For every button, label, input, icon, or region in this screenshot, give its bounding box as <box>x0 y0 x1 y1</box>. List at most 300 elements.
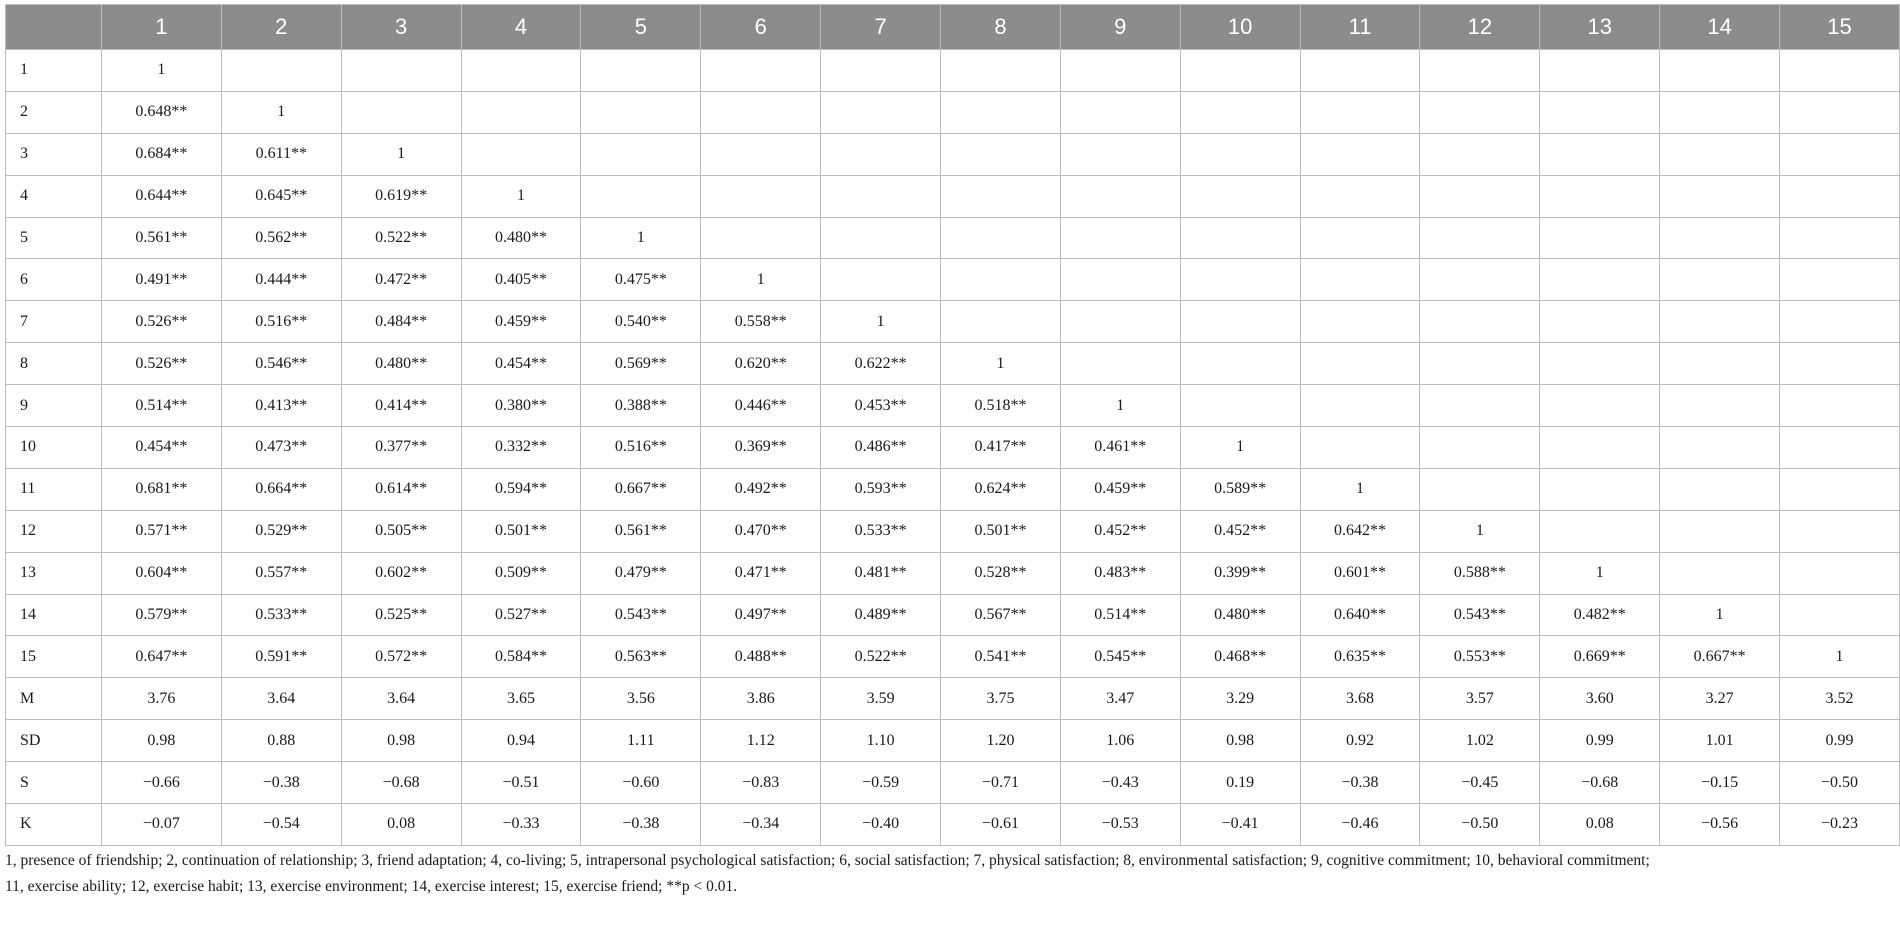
table-cell: 0.622** <box>821 343 941 385</box>
table-cell: −0.46 <box>1300 804 1420 846</box>
table-cell: 0.479** <box>581 552 701 594</box>
table-cell <box>1180 385 1300 427</box>
table-row <box>6 468 1900 510</box>
table-cell: 0.648** <box>102 91 222 133</box>
table-cell <box>1780 133 1900 175</box>
table-cell <box>1540 427 1660 469</box>
header-row <box>6 5 1900 50</box>
column-header: 6 <box>701 5 821 50</box>
table-cell <box>1660 343 1780 385</box>
table-cell: −0.34 <box>701 804 821 846</box>
table-cell: 0.635** <box>1300 636 1420 678</box>
table-cell: 0.579** <box>102 594 222 636</box>
column-header: 13 <box>1540 5 1660 50</box>
table-row <box>6 720 1900 762</box>
table-cell: 1 <box>941 343 1061 385</box>
table-cell <box>1660 552 1780 594</box>
table-cell: 0.624** <box>941 468 1061 510</box>
table-cell <box>1780 217 1900 259</box>
table-row <box>6 50 1900 92</box>
table-cell <box>1660 468 1780 510</box>
table-cell <box>1420 175 1540 217</box>
table-cell <box>1540 91 1660 133</box>
table-cell <box>1420 468 1540 510</box>
table-cell: 0.332** <box>461 427 581 469</box>
table-cell: 0.88 <box>221 720 341 762</box>
table-row <box>6 175 1900 217</box>
table-cell: 0.518** <box>941 385 1061 427</box>
table-cell: −0.68 <box>341 762 461 804</box>
footnote-line-1: 1, presence of friendship; 2, continuation of relationship; 3, friend adaptation; 4, co-living; 5, intrapersonal psychological satisfaction; 6, social satisfaction; 7, physical satisfaction; 8, environmental satisfaction; 9, cognitive commitment; 10, behavioral commitment; <box>5 852 1650 869</box>
table-cell: 1 <box>1060 385 1180 427</box>
table-cell: −0.56 <box>1660 804 1780 846</box>
table-cell: 0.526** <box>102 301 222 343</box>
table-cell: 0.98 <box>102 720 222 762</box>
table-cell <box>1540 510 1660 552</box>
table-cell: 0.541** <box>941 636 1061 678</box>
table-cell <box>1780 343 1900 385</box>
table-cell: 0.377** <box>341 427 461 469</box>
table-cell <box>581 50 701 92</box>
column-header: 12 <box>1420 5 1540 50</box>
table-cell: 1 <box>461 175 581 217</box>
table-cell: 3.86 <box>701 678 821 720</box>
table-cell: 0.664** <box>221 468 341 510</box>
row-label: 5 <box>6 217 102 259</box>
table-cell <box>1420 427 1540 469</box>
row-label: 3 <box>6 133 102 175</box>
table-cell <box>1420 133 1540 175</box>
table-cell <box>1780 510 1900 552</box>
table-cell: 1 <box>102 50 222 92</box>
row-label: 14 <box>6 594 102 636</box>
table-cell: 0.452** <box>1180 510 1300 552</box>
table-cell: 0.501** <box>461 510 581 552</box>
column-header: 2 <box>221 5 341 50</box>
table-cell: 0.567** <box>941 594 1061 636</box>
table-cell: 0.572** <box>341 636 461 678</box>
table-cell: 0.527** <box>461 594 581 636</box>
table-cell: 1 <box>701 259 821 301</box>
table-cell: 1 <box>821 301 941 343</box>
table-cell <box>1420 343 1540 385</box>
table-cell: 0.571** <box>102 510 222 552</box>
table-cell <box>1660 50 1780 92</box>
table-cell: 0.594** <box>461 468 581 510</box>
table-cell: 1.06 <box>1060 720 1180 762</box>
table-cell: 0.681** <box>102 468 222 510</box>
table-cell: −0.66 <box>102 762 222 804</box>
table-cell: 0.484** <box>341 301 461 343</box>
table-cell <box>1780 385 1900 427</box>
column-header: 14 <box>1660 5 1780 50</box>
table-cell <box>1420 259 1540 301</box>
table-cell: −0.83 <box>701 762 821 804</box>
table-cell: 3.64 <box>341 678 461 720</box>
table-cell <box>821 91 941 133</box>
table-cell <box>941 133 1061 175</box>
table-cell <box>701 175 821 217</box>
table-cell: 0.569** <box>581 343 701 385</box>
column-header: 8 <box>941 5 1061 50</box>
column-header: 4 <box>461 5 581 50</box>
table-cell: 0.545** <box>1060 636 1180 678</box>
table-cell: 1 <box>1660 594 1780 636</box>
table-cell <box>1420 217 1540 259</box>
table-cell: 0.529** <box>221 510 341 552</box>
table-cell: 3.59 <box>821 678 941 720</box>
table-cell <box>1300 427 1420 469</box>
table-cell: −0.40 <box>821 804 941 846</box>
table-row <box>6 510 1900 552</box>
table-cell <box>941 259 1061 301</box>
table-cell: 0.369** <box>701 427 821 469</box>
table-cell: 1.12 <box>701 720 821 762</box>
table-cell: −0.41 <box>1180 804 1300 846</box>
table-cell <box>1660 510 1780 552</box>
table-cell: 0.444** <box>221 259 341 301</box>
table-cell: 1.01 <box>1660 720 1780 762</box>
table-cell <box>1420 50 1540 92</box>
table-cell: 0.561** <box>581 510 701 552</box>
table-cell <box>941 91 1061 133</box>
table-cell: 0.614** <box>341 468 461 510</box>
table-cell: −0.38 <box>221 762 341 804</box>
table-cell <box>701 217 821 259</box>
table-row <box>6 636 1900 678</box>
table-cell <box>1780 301 1900 343</box>
table-cell <box>1060 50 1180 92</box>
table-cell: 0.492** <box>701 468 821 510</box>
table-cell: 0.516** <box>221 301 341 343</box>
table-cell: 0.92 <box>1300 720 1420 762</box>
table-cell: 0.482** <box>1540 594 1660 636</box>
table-cell: 0.475** <box>581 259 701 301</box>
table-cell <box>1780 594 1900 636</box>
table-cell <box>1300 217 1420 259</box>
table-row <box>6 385 1900 427</box>
table-cell: 3.56 <box>581 678 701 720</box>
table-cell: 0.488** <box>701 636 821 678</box>
table-cell: 3.47 <box>1060 678 1180 720</box>
table-cell <box>1660 217 1780 259</box>
table-cell: 1 <box>581 217 701 259</box>
table-cell: 0.611** <box>221 133 341 175</box>
table-cell: 0.642** <box>1300 510 1420 552</box>
table-cell: 0.561** <box>102 217 222 259</box>
table-cell: 1 <box>1180 427 1300 469</box>
row-label: 10 <box>6 427 102 469</box>
table-cell: −0.07 <box>102 804 222 846</box>
table-cell: 0.601** <box>1300 552 1420 594</box>
table-cell: 0.388** <box>581 385 701 427</box>
table-cell <box>1540 175 1660 217</box>
table-cell <box>1180 217 1300 259</box>
table-cell: 0.380** <box>461 385 581 427</box>
table-cell: 3.29 <box>1180 678 1300 720</box>
table-row <box>6 133 1900 175</box>
table-cell: −0.51 <box>461 762 581 804</box>
table-cell: 0.473** <box>221 427 341 469</box>
table-cell: 0.584** <box>461 636 581 678</box>
table-cell: −0.43 <box>1060 762 1180 804</box>
table-cell: 0.543** <box>581 594 701 636</box>
table-cell: 0.644** <box>102 175 222 217</box>
row-label: 4 <box>6 175 102 217</box>
table-cell: 0.619** <box>341 175 461 217</box>
row-label: 1 <box>6 50 102 92</box>
table-cell <box>1540 217 1660 259</box>
table-cell <box>1420 91 1540 133</box>
row-label: 13 <box>6 552 102 594</box>
table-cell: −0.59 <box>821 762 941 804</box>
table-cell: −0.23 <box>1780 804 1900 846</box>
table-cell: 0.526** <box>102 343 222 385</box>
table-cell: 0.501** <box>941 510 1061 552</box>
table-cell: 0.522** <box>341 217 461 259</box>
table-cell: 0.417** <box>941 427 1061 469</box>
table-cell: 0.08 <box>1540 804 1660 846</box>
table-cell <box>581 175 701 217</box>
table-cell: 0.553** <box>1420 636 1540 678</box>
table-row <box>6 259 1900 301</box>
row-label: M <box>6 678 102 720</box>
table-cell: −0.15 <box>1660 762 1780 804</box>
table-cell: 0.514** <box>1060 594 1180 636</box>
table-cell <box>941 50 1061 92</box>
table-cell: 0.99 <box>1780 720 1900 762</box>
table-cell <box>1300 133 1420 175</box>
table-cell <box>1660 427 1780 469</box>
table-cell <box>821 50 941 92</box>
table-cell: 0.480** <box>1180 594 1300 636</box>
table-cell: 0.453** <box>821 385 941 427</box>
table-cell: −0.71 <box>941 762 1061 804</box>
table-cell: −0.45 <box>1420 762 1540 804</box>
table-cell: −0.54 <box>221 804 341 846</box>
table-cell: 0.667** <box>1660 636 1780 678</box>
table-cell <box>1780 91 1900 133</box>
table-cell: 0.405** <box>461 259 581 301</box>
table-cell: −0.53 <box>1060 804 1180 846</box>
table-cell <box>1540 259 1660 301</box>
table-cell: 0.497** <box>701 594 821 636</box>
table-cell: 0.667** <box>581 468 701 510</box>
table-cell: 0.669** <box>1540 636 1660 678</box>
table-cell <box>1660 385 1780 427</box>
header-corner-cell <box>6 5 102 50</box>
table-cell <box>1180 133 1300 175</box>
column-header: 3 <box>341 5 461 50</box>
table-cell <box>701 91 821 133</box>
table-cell: 0.454** <box>461 343 581 385</box>
table-cell: 1.02 <box>1420 720 1540 762</box>
column-header: 7 <box>821 5 941 50</box>
table-cell <box>1780 468 1900 510</box>
table-cell <box>1780 175 1900 217</box>
table-cell: 3.60 <box>1540 678 1660 720</box>
table-cell <box>221 50 341 92</box>
table-cell: 0.480** <box>461 217 581 259</box>
column-header: 10 <box>1180 5 1300 50</box>
table-cell <box>1300 175 1420 217</box>
table-cell: 0.491** <box>102 259 222 301</box>
table-cell <box>941 175 1061 217</box>
table-cell <box>1660 259 1780 301</box>
table-cell: 0.647** <box>102 636 222 678</box>
table-cell: 0.413** <box>221 385 341 427</box>
table-cell <box>1420 301 1540 343</box>
table-cell <box>1300 385 1420 427</box>
table-cell: 0.19 <box>1180 762 1300 804</box>
row-label: 6 <box>6 259 102 301</box>
table-cell <box>461 91 581 133</box>
table-cell <box>1060 91 1180 133</box>
table-cell: 0.94 <box>461 720 581 762</box>
table-cell: 0.414** <box>341 385 461 427</box>
table-cell: 3.75 <box>941 678 1061 720</box>
table-cell <box>1660 301 1780 343</box>
table-cell: 1 <box>1780 636 1900 678</box>
table-cell: −0.38 <box>581 804 701 846</box>
table-cell: 0.593** <box>821 468 941 510</box>
table-cell <box>1660 91 1780 133</box>
row-label: 7 <box>6 301 102 343</box>
table-cell: 0.591** <box>221 636 341 678</box>
table-cell <box>341 91 461 133</box>
table-cell: −0.50 <box>1780 762 1900 804</box>
row-label: 8 <box>6 343 102 385</box>
table-cell: 0.562** <box>221 217 341 259</box>
footnote-line-2: 11, exercise ability; 12, exercise habit; 13, exercise environment; 14, exercise interest; 15, exercise friend; **p < 0.01. <box>5 878 738 895</box>
table-row <box>6 552 1900 594</box>
table-row <box>6 804 1900 846</box>
table-cell: 0.602** <box>341 552 461 594</box>
row-label: 12 <box>6 510 102 552</box>
table-cell: 3.65 <box>461 678 581 720</box>
table-row <box>6 762 1900 804</box>
column-header: 11 <box>1300 5 1420 50</box>
table-cell: 1.10 <box>821 720 941 762</box>
table-cell: 0.563** <box>581 636 701 678</box>
table-cell <box>1540 301 1660 343</box>
table-cell <box>1540 385 1660 427</box>
table-cell: 0.461** <box>1060 427 1180 469</box>
table-cell: 0.399** <box>1180 552 1300 594</box>
table-cell <box>1180 175 1300 217</box>
table-cell <box>1180 259 1300 301</box>
table-cell: 0.528** <box>941 552 1061 594</box>
table-cell: 3.57 <box>1420 678 1540 720</box>
table-cell: 3.64 <box>221 678 341 720</box>
table-cell: 3.52 <box>1780 678 1900 720</box>
table-cell: 0.446** <box>701 385 821 427</box>
table-cell: 1 <box>1540 552 1660 594</box>
table-cell: −0.61 <box>941 804 1061 846</box>
table-cell: 0.505** <box>341 510 461 552</box>
table-cell: −0.38 <box>1300 762 1420 804</box>
table-cell <box>1180 343 1300 385</box>
table-cell: 3.76 <box>102 678 222 720</box>
table-row <box>6 343 1900 385</box>
table-cell <box>821 259 941 301</box>
column-header: 15 <box>1780 5 1900 50</box>
table-cell <box>1300 91 1420 133</box>
table-row <box>6 91 1900 133</box>
table-cell <box>1540 50 1660 92</box>
table-cell: 0.533** <box>821 510 941 552</box>
table-cell: 0.684** <box>102 133 222 175</box>
table-cell: 0.509** <box>461 552 581 594</box>
table-cell: 1 <box>1300 468 1420 510</box>
table-cell: 0.546** <box>221 343 341 385</box>
table-cell <box>1180 50 1300 92</box>
table-cell <box>1540 343 1660 385</box>
table-cell: 0.557** <box>221 552 341 594</box>
table-cell <box>821 175 941 217</box>
table-cell: −0.68 <box>1540 762 1660 804</box>
table-header <box>6 5 1900 50</box>
table-cell: 0.640** <box>1300 594 1420 636</box>
table-cell: 0.489** <box>821 594 941 636</box>
table-cell <box>1780 427 1900 469</box>
row-label: S <box>6 762 102 804</box>
table-cell: 0.480** <box>341 343 461 385</box>
table-cell: 0.486** <box>821 427 941 469</box>
table-cell: 1 <box>341 133 461 175</box>
table-cell <box>461 50 581 92</box>
column-header: 9 <box>1060 5 1180 50</box>
table-cell: 0.543** <box>1420 594 1540 636</box>
table-cell <box>1060 217 1180 259</box>
table-cell <box>1780 50 1900 92</box>
table-row <box>6 427 1900 469</box>
table-cell <box>1420 385 1540 427</box>
table-cell <box>701 133 821 175</box>
table-cell: 0.99 <box>1540 720 1660 762</box>
table-cell: 1.11 <box>581 720 701 762</box>
table-cell: 0.468** <box>1180 636 1300 678</box>
table-cell <box>1180 301 1300 343</box>
table-cell <box>1780 552 1900 594</box>
table-cell <box>1660 175 1780 217</box>
table-cell: 0.620** <box>701 343 821 385</box>
table-cell <box>1540 468 1660 510</box>
table-cell: 0.522** <box>821 636 941 678</box>
table-cell: 0.483** <box>1060 552 1180 594</box>
row-label: 9 <box>6 385 102 427</box>
table-cell: 0.08 <box>341 804 461 846</box>
table-cell: 0.588** <box>1420 552 1540 594</box>
table-cell <box>1300 301 1420 343</box>
table-cell: −0.50 <box>1420 804 1540 846</box>
table-cell: −0.33 <box>461 804 581 846</box>
table-cell <box>821 133 941 175</box>
row-label: SD <box>6 720 102 762</box>
table-cell: 0.470** <box>701 510 821 552</box>
table-cell: 0.514** <box>102 385 222 427</box>
table-cell: 0.459** <box>1060 468 1180 510</box>
table-cell: 0.471** <box>701 552 821 594</box>
table-footnote <box>5 848 1895 900</box>
table-row <box>6 301 1900 343</box>
table-cell: 0.452** <box>1060 510 1180 552</box>
table-cell: 0.540** <box>581 301 701 343</box>
row-label: 15 <box>6 636 102 678</box>
table-cell <box>941 217 1061 259</box>
table-cell: 1.20 <box>941 720 1061 762</box>
table-cell: 0.589** <box>1180 468 1300 510</box>
